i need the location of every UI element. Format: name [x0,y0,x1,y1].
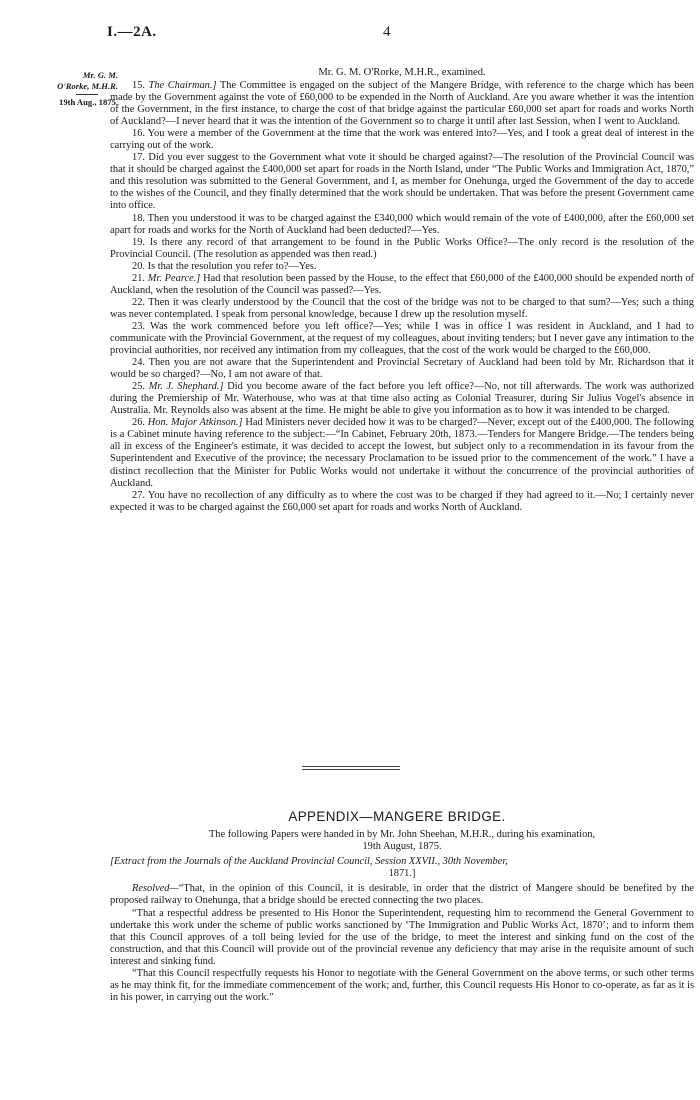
question-number: 20. [132,260,145,272]
appendix-intro-date: 19th August, 1875. [362,841,442,853]
evidence-body [110,80,694,514]
question-text: You were a member of the Government at the time that the work was entered into?—Yes, and I took a great deal of interest in the carrying out of the work. [110,128,694,152]
question-paragraph [110,237,694,261]
margin-note [8,70,118,108]
page-number: 4 [383,24,391,40]
question-paragraph [110,381,694,417]
speaker-label: The Chairman.] [148,80,217,91]
resolution-paragraph [110,883,694,907]
question-number: 21. [132,272,145,284]
question-paragraph [110,357,694,381]
question-paragraph [110,213,694,237]
question-paragraph [110,417,694,489]
section-divider [302,766,400,767]
question-paragraph [110,128,694,152]
question-number: 24. [132,357,145,369]
margin-witness-name-2: O'Rorke, M.H.R. [57,81,118,91]
question-number: 16. [132,128,145,140]
question-text: Had Ministers never decided how it was to be charged?—Never, except out of the £400,000. The following is a Cabinet minute having reference to the subject:—“In Cabinet, February 20th, 1873.—Tenders for Mangere Bridge.—The tenders being all in excess of the Engineer's estimate, it was decided to accept the lowest, but subject only to a recommendation in its favour from the Superintendent and Executive of the province; the necessary Proclamation to be issued prior to the commencement of the work.” I have a distinct recollection that the Minister for Public Works would not undertake it without the concurrence of the provincial authorities of Auckland. [110,417,694,489]
extract-year: 1871.] [388,868,416,880]
question-text: You have no recollection of any difficulty as to where the cost was to be charged if they had agreed to it.—No; I certainly never expected it was to be charged against the £60,000 set apart for roads and works North of Auckland. [110,489,694,513]
question-paragraph [110,273,694,297]
page-header-series: I.—2A. [107,24,157,40]
question-text: Was the work commenced before you left office?—Yes; while I was in office I was resident in Auckland, and I had to communicate with the Provincial Government, at the request of my colleagues, about inviting tenders; but I never gave any intimation to the provincial authorities, nor received any intimation from my colleagues, that the cost of the work would be charged to the £60,000. [110,320,694,357]
margin-date: 19th Aug., 1875. [59,97,118,107]
appendix-body [110,829,694,1004]
question-text: Then it was clearly understood by the Council that the cost of the bridge was not to be charged to that sum?—Yes; such a thing was never contemplated. I speak from personal knowledge, because I drew up the resolution myself. [110,296,694,320]
question-text: Is there any record of that arrangement to be found in the Public Works Office?—The only record is the resolution of the Provincial Council. (The resolution as appended was then read.) [110,236,694,260]
question-text: Is that the resolution you refer to?—Yes. [147,260,317,272]
question-number: 23. [132,320,145,332]
resolution-paragraph: “That this Council respectfully requests his Honor to negotiate with the General Government on the above terms, or such other terms as he may think fit, for the immediate commencement of the work; and, further, this Council requests His Honor to co-operate, as far as it is in his power, in carrying out the work.” [110,968,694,1004]
question-paragraph [110,321,694,357]
section-divider [302,769,400,770]
extract-heading: [Extract from the Journals of the Auckland Provincial Council, Session XXVII., 30th November, [110,856,508,868]
witness-heading: Mr. G. M. O'Rorke, M.H.R., examined. [318,67,486,78]
margin-rule [76,94,98,95]
speaker-label: Hon. Major Atkinson.] [147,417,243,429]
question-number: 17. [132,152,145,164]
resolved-label: Resolved— [132,883,179,895]
speaker-label: Mr. J. Shephard.] [148,381,224,393]
question-text: The Committee is engaged on the subject of the Mangere Bridge, with reference to the charge which has been made by the Government against the vote of £60,000 to be expended in the North of Auckland. Are you aware whether it was the intention of the Government, in the first instance, to charge the cost of that bridge against the particular £60,000 set apart for roads and works North of Auckland?—I never heard that it was the intention of the Government so to charge it until after last Session, when I went to Auckland. [110,80,694,128]
question-text: Had that resolution been passed by the House, to the effect that £60,000 of the £400,000 should be expended north of Auckland, when the resolution of the Council was passed?—Yes. [110,272,694,296]
resolution-paragraph: “That a respectful address be presented to His Honor the Superintendent, requesting him to recommend the General Government to undertake this work under the scheme of public works sanctioned by ‘The Immigration and Public Works Act, 1870’; and to inform them that this Council approves of a toll being levied for the use of the bridge, to meet the interest and sinking fund on the cost of the construction, and that this Council will provide out of the provincial revenue any deficiency that may arise in the requisite amount of such interest and sinking fund. [110,907,694,967]
appendix-intro: The following Papers were handed in by Mr. John Sheehan, M.H.R., during his examination, [208,829,596,840]
question-text: Did you ever suggest to the Government what vote it should be charged against?—The resolution of the Provincial Council was that it should be charged against the £400,000 set apart for roads in the North Island, under “The Public Works and Immigration Act, 1870,” and this resolution was submitted to the General Government, and I, as member for Onehunga, urged the Government of the day to accede to the wishes of the Council, and they finally determined that the work should be undertaken. That was before the present Government came into office. [110,152,694,212]
question-paragraph [110,261,694,273]
question-paragraph [110,490,694,514]
appendix-title: APPENDIX—MANGERE BRIDGE. [288,809,506,824]
resolution-text: “That, in the opinion of this Council, it is desirable, in order that the district of Mangere should be benefited by the proposed railway to Onehunga, that a bridge should be erected connecting the two places. [110,883,694,907]
question-text: Then you understood it was to be charged against the £340,000 which would remain of the vote of £400,000, after the £60,000 set apart for roads and works for the North of Auckland had been deducted?—Yes. [110,212,694,236]
question-number: 22. [132,296,145,308]
question-number: 25. [132,381,145,393]
question-paragraph [110,152,694,212]
margin-witness-name-1: Mr. G. M. [82,70,118,80]
question-paragraph [110,297,694,321]
question-number: 15. [132,80,145,91]
question-number: 19. [132,236,145,248]
speaker-label: Mr. Pearce.] [147,272,201,284]
question-number: 26. [132,417,145,429]
question-paragraph [110,80,694,128]
question-number: 18. [132,212,145,224]
question-text: Did you become aware of the fact before you left office?—No, not till afterwards. The work was authorized during the Premiership of Mr. Waterhouse, who was at that time also acting as Colonial Treasurer, during Sir Julius Vogel's absence in Australia. Mr. Reynolds also was absent at the time. He might be able to give you information as to how it was intended to be charged. [110,381,694,417]
question-text: Then you are not aware that the Superintendent and Provincial Secretary of Auckland had been told by Mr. Richardson that it would be so charged?—No, I am not aware of that. [110,357,694,381]
question-number: 27. [132,489,145,501]
